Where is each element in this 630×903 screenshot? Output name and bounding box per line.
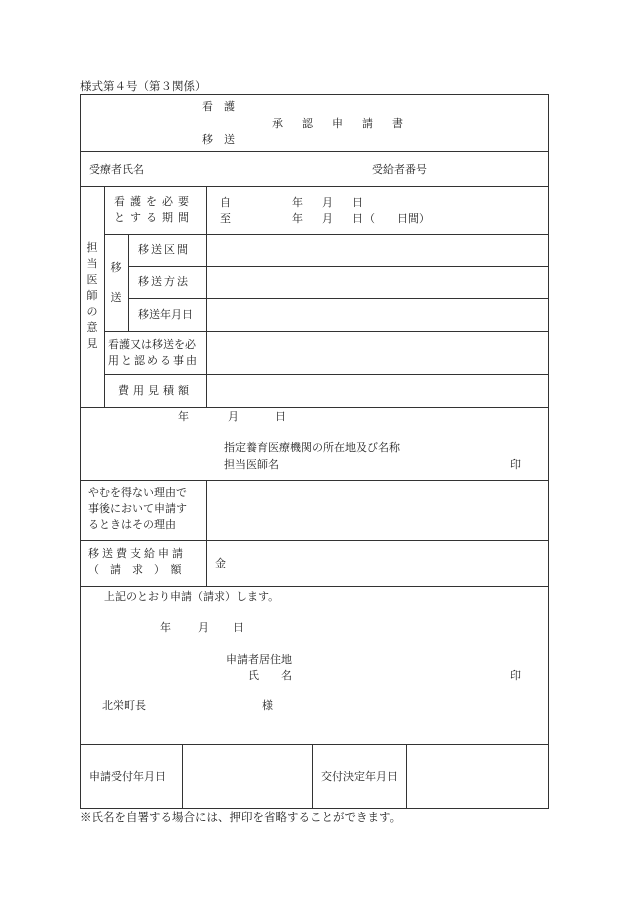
to-month: 月 <box>322 212 333 225</box>
applicant-name-label: 氏 名 <box>248 669 292 682</box>
doctor-sign-day: 日 <box>275 410 286 423</box>
applicant-address-label: 申請者居住地 <box>226 653 292 666</box>
title-approval-application: 承 認 申 請 書 <box>272 117 407 130</box>
doctor-seal: 印 <box>510 458 521 471</box>
unavoidable-label-3: るときはその理由 <box>88 518 176 531</box>
transport-label: 移 送 <box>110 261 122 304</box>
title-transport: 移 送 <box>202 133 235 146</box>
addressee: 北栄町長 <box>102 699 146 712</box>
care-period-from: 自 <box>220 196 231 209</box>
transport-claim-label-1: 移送費支給申請 <box>88 547 186 560</box>
institution-label: 指定養育医療機関の所在地及び名称 <box>224 441 400 454</box>
cost-estimate-label: 費用見積額 <box>118 384 193 397</box>
to-year: 年 <box>292 212 303 225</box>
from-month: 月 <box>322 196 333 209</box>
reason-label-2: 用と認める事由 <box>108 354 199 367</box>
doctor-opinion-label: 担 当 医 師 の 意 見 <box>86 241 98 350</box>
doctor-name-label: 担当医師名 <box>224 458 279 471</box>
applicant-seal: 印 <box>510 669 521 682</box>
reason-label-1: 看護又は移送を必 <box>108 338 196 351</box>
declaration-text: 上記のとおり申請（請求）します。 <box>104 590 280 603</box>
doctor-sign-year: 年 <box>178 410 189 423</box>
applicant-month: 月 <box>198 621 209 634</box>
care-period-label-1: 看護を必要 <box>114 195 194 208</box>
from-year: 年 <box>292 196 303 209</box>
beneficiary-number-label: 受給者番号 <box>372 163 427 176</box>
title-care: 看 護 <box>202 100 235 113</box>
period-days: （ 日間） <box>364 212 430 225</box>
form-number: 様式第４号（第３関係） <box>80 79 207 93</box>
footnote: ※氏名を自署する場合には、押印を省略することができます。 <box>80 810 402 824</box>
care-period-label-2: とする期間 <box>114 211 194 224</box>
decision-date-label: 交付決定年月日 <box>321 770 398 783</box>
transport-claim-label-2: （ 請 求 ） 額 <box>88 563 182 576</box>
unavoidable-label-2: 事後において申請す <box>88 502 187 515</box>
doctor-sign-month: 月 <box>228 410 239 423</box>
applicant-year: 年 <box>160 621 171 634</box>
patient-name-label: 受療者氏名 <box>89 163 144 176</box>
care-period-to: 至 <box>220 212 231 225</box>
from-day: 日 <box>352 196 363 209</box>
transport-section-label: 移送区間 <box>138 243 190 256</box>
receipt-date-label: 申請受付年月日 <box>89 770 166 783</box>
transport-date-label: 移送年月日 <box>138 308 193 321</box>
unavoidable-label-1: やむを得ない理由で <box>88 486 187 499</box>
to-day: 日 <box>352 212 363 225</box>
addressee-suffix: 様 <box>262 699 273 712</box>
yen-label: 金 <box>215 557 226 570</box>
applicant-day: 日 <box>233 621 244 634</box>
transport-method-label: 移送方法 <box>138 275 190 288</box>
